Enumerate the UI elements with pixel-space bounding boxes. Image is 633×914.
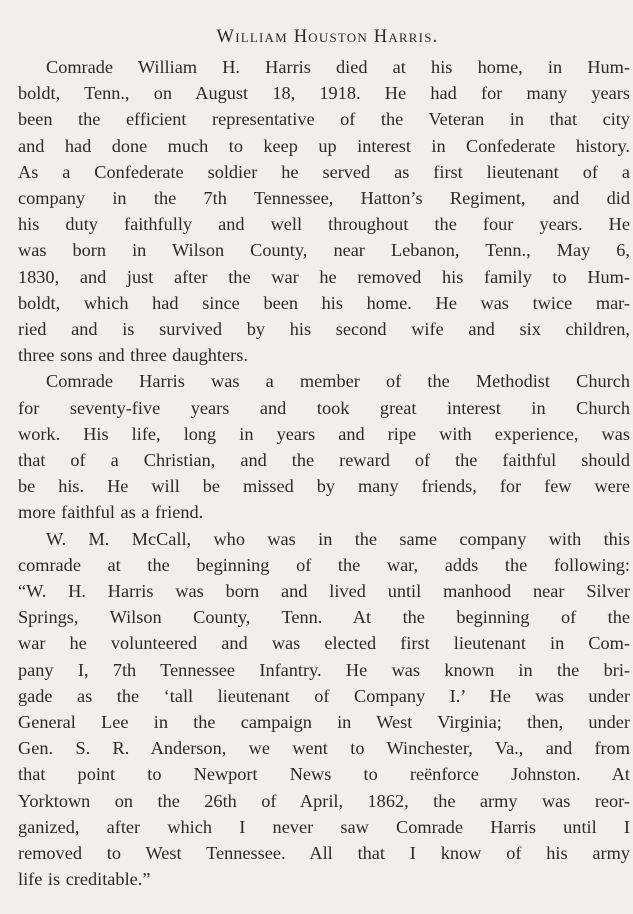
text-line: removed to West Tennessee. All that I know of his army: [18, 843, 630, 864]
paragraph-2: [18, 368, 630, 525]
text-line: more faithful as a friend.: [18, 502, 204, 523]
text-line: that of a Christian, and the reward of the faithful should: [18, 450, 630, 471]
text-line: been the efficient representative of the Veteran in that city: [18, 109, 630, 130]
text-line: his duty faithfully and well throughout the four years. He: [18, 214, 630, 235]
text-line: pany I, 7th Tennessee Infantry. He was known in the bri-: [18, 659, 630, 680]
article-title: William Houston Harris.: [216, 27, 439, 47]
text-line: company in the 7th Tennessee, Hatton’s Regiment, and did: [18, 188, 630, 209]
text-line: gade as the ‘tall lieutenant of Company I.’ He was under: [18, 685, 630, 706]
text-line: As a Confederate soldier he served as first lieutenant of a: [18, 161, 630, 182]
text-line: General Lee in the campaign in West Virginia; then, under: [18, 712, 630, 733]
text-line: be his. He will be missed by many friends, for few were: [18, 476, 630, 497]
paragraph-1: [18, 54, 630, 368]
text-line: for seventy-five years and took great interest in Church: [18, 397, 630, 418]
text-line: and had done much to keep up interest in Confederate history.: [18, 135, 630, 156]
text-line: ganized, after which I never saw Comrade Harris until I: [18, 816, 630, 837]
text-line: comrade at the beginning of the war, adds the following:: [18, 554, 630, 575]
text-line: life is creditable.”: [18, 869, 151, 890]
text-line: boldt, which had since been his home. He was twice mar-: [18, 292, 630, 313]
text-line: 1830, and just after the war he removed his family to Hum-: [18, 266, 630, 287]
text-line: war he volunteered and was elected first lieutenant in Com-: [18, 633, 630, 654]
text-line: work. His life, long in years and ripe with experience, was: [18, 423, 630, 444]
text-line: Comrade Harris was a member of the Methodist Church: [46, 371, 630, 392]
text-line: “W. H. Harris was born and lived until manhood near Silver: [18, 581, 630, 602]
text-line: boldt, Tenn., on August 18, 1918. He had for many years: [18, 83, 630, 104]
text-line: ried and is survived by his second wife and six children,: [18, 319, 630, 340]
text-line: that point to Newport News to reënforce Johnston. At: [18, 764, 630, 785]
text-line: three sons and three daughters.: [18, 345, 248, 366]
text-line: Yorktown on the 26th of April, 1862, the army was reor-: [18, 790, 630, 811]
paragraph-3: [18, 526, 630, 893]
text-line: Springs, Wilson County, Tenn. At the beginning of the: [18, 607, 630, 628]
text-line: Gen. S. R. Anderson, we went to Winchester, Va., and from: [18, 738, 630, 759]
text-line: Comrade William H. Harris died at his home, in Hum-: [46, 57, 630, 77]
text-line: W. M. McCall, who was in the same company with this: [46, 528, 630, 549]
text-line: was born in Wilson County, near Lebanon, Tenn., May 6,: [18, 240, 630, 261]
